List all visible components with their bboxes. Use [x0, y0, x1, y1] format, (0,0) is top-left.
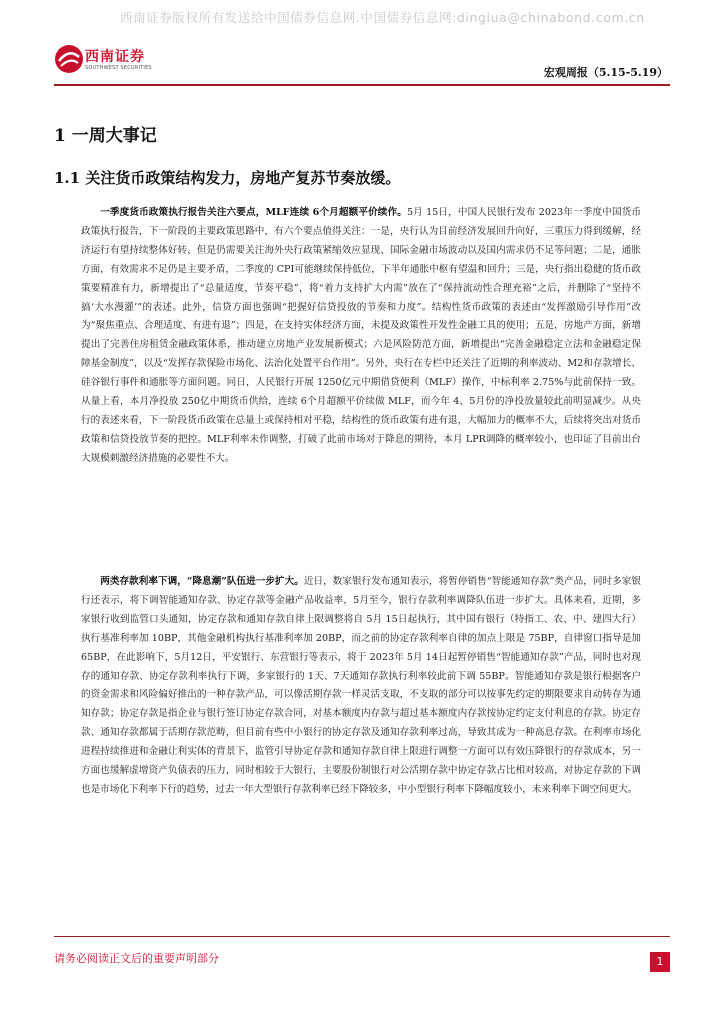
paragraph-lead: 两类存款利率下调，“降息潮”队伍进一步扩大。 [100, 576, 304, 587]
logo-name-en: SOUTHWEST SECURITIES [85, 65, 152, 71]
logo-mark-icon [54, 44, 84, 74]
paragraph-body: 5月 15日，中国人民银行发布 2023年一季度中国货币政策执行报告，下一阶段的主要政策思路中，有六个要点值得关注：一是，央行认为目前经济发展回升向好，三重压力得到缓解，经济运行有望持续整体好转，但是仍需要关注海外央行政策紧缩效应显现、国际金融市场波动以及国内需求仍不足等问题；二是，通胀方面，有效需求不足仍是主要矛盾，二季度的 CPI可能继续保持低位，下半年通胀中枢有望温和回升；三是，央行指出稳健的货币政策要精准有力，新增提出了“总量适度，节奏平稳”，将“着力支持扩大内需”放在了“保持流动性合理充裕”之后，并删除了“坚持不搞‘大水漫灌’”的表述。此外，信贷方面也强调“把握好信贷投放的节奏和力度”。结构性货币政策的表述由“发挥激励引导作用”改为“聚焦重点、合理适度、有进有退”；四是，在支持实体经济方面，未提及政策性开发性金融工具的使用；五是，房地产方面，新增提出了完善住房租赁金融政策体系，推动建立房地产业发展新模式；六是风险防范方面，新增提出“完善金融稳定立法和金融稳定保障基金制度”，以及“发挥存款保险市场化、法治化处置平台作用”。另外，央行在专栏中还关注了近期的利率波动、M2和存款增长、硅谷银行事件和通胀等方面问题。同日，人民银行开展 1250亿元中期借贷便利（MLF）操作，中标利率 2.75%与此前保持一致。从量上看，本月净投放 250亿中期货币供给，连续 6个月超额平价续做 MLF，而今年 4、5月份的净投放量较此前明显减少。从央行的表述来看，下一阶段货币政策在总量上或保持相对平稳，结构性的货币政策有进有退，大幅加力的概率不大，后续将突出对货币政策和信贷投放节奏的把控。MLF利率未作调整，打破了此前市场对于降息的期待，本月 LPR调降的概率较小，也印证了目前出台大规模刺激经济措施的必要性不大。 [81, 207, 641, 464]
subsection-heading: 1.1 关注货币政策结构发力，房地产复苏节奏放缓。 [54, 169, 401, 187]
footer-divider [54, 936, 670, 937]
paragraph [81, 204, 641, 469]
paragraph-lead: 一季度货币政策执行报告关注六要点，MLF连续 6个月超额平价续作。 [100, 207, 407, 218]
report-type: 宏观周报（5.15-5.19） [543, 66, 668, 79]
disclaimer-text: 请务必阅读正文后的重要声明部分 [54, 952, 219, 965]
section-heading: 1 一周大事记 [54, 126, 157, 146]
company-logo [54, 44, 150, 76]
paragraph-body: 近日，数家银行发布通知表示，将暂停销售“智能通知存款”类产品，同时多家银行还表示，将下调智能通知存款、协定存款等金融产品收益率，5月至今，银行存款利率调降队伍进一步扩大。具体来看，近期，多家银行收到监管口头通知，协定存款和通知存款自律上限调整将自 5月 15日起执行，其中国有银行（特指工、农、中、建四大行）执行基准利率加 10BP，其他金融机构执行基准利率加 20BP，而之前的协定存款利率自律的加点上限是 75BP，自律窗口指导是加 65BP，在此影响下，5月12日，平安银行、东营银行等表示，将于 2023年 5月 14日起暂停销售“智能通知存款”产品，同时也对现存的通知存款、协定存款利率执行下调，多家银行的 1天、7天通知存款执行利率较此前下调 55BP。智能通知存款是银行根据客户的资金需求和风险偏好推出的一种存款产品，可以像活期存款一样灵活支取，不支取的部分可以按事先约定的期限要求自动转存为通知存款；协定存款是指企业与银行签订协定存款合同，对基本额度内存款与超过基本额度内存款按协定约定支付利息的存款。协定存款、通知存款都属于活期存款范畴，但目前有些中小银行的协定存款及通知存款利率过高，导致其成为一种高息存款。在利率市场化进程持续推进和金融让利实体的背景下，监管引导协定存款和通知存款自律上限进行调整一方面可以有效压降银行的存款成本，另一方面也缓解虚增资产负债表的压力，同时相较于大银行，主要股份制银行对公活期存款中协定存款占比相对较高，对协定存款的下调也是市场化下利率下行的趋势，过去一年大型银行存款利率已经下降较多，中小型银行利率下降幅度较小，未来利率下调空间更大。 [81, 576, 641, 795]
page-number: 1 [650, 952, 670, 972]
paragraph [81, 573, 641, 800]
header-divider [54, 84, 670, 86]
watermark: 西南证券版权所有发送给中国债券信息网.中国债券信息网:dinglua@chinabond.com.cn [120, 10, 645, 25]
logo-name: 西南证券 [85, 49, 145, 65]
